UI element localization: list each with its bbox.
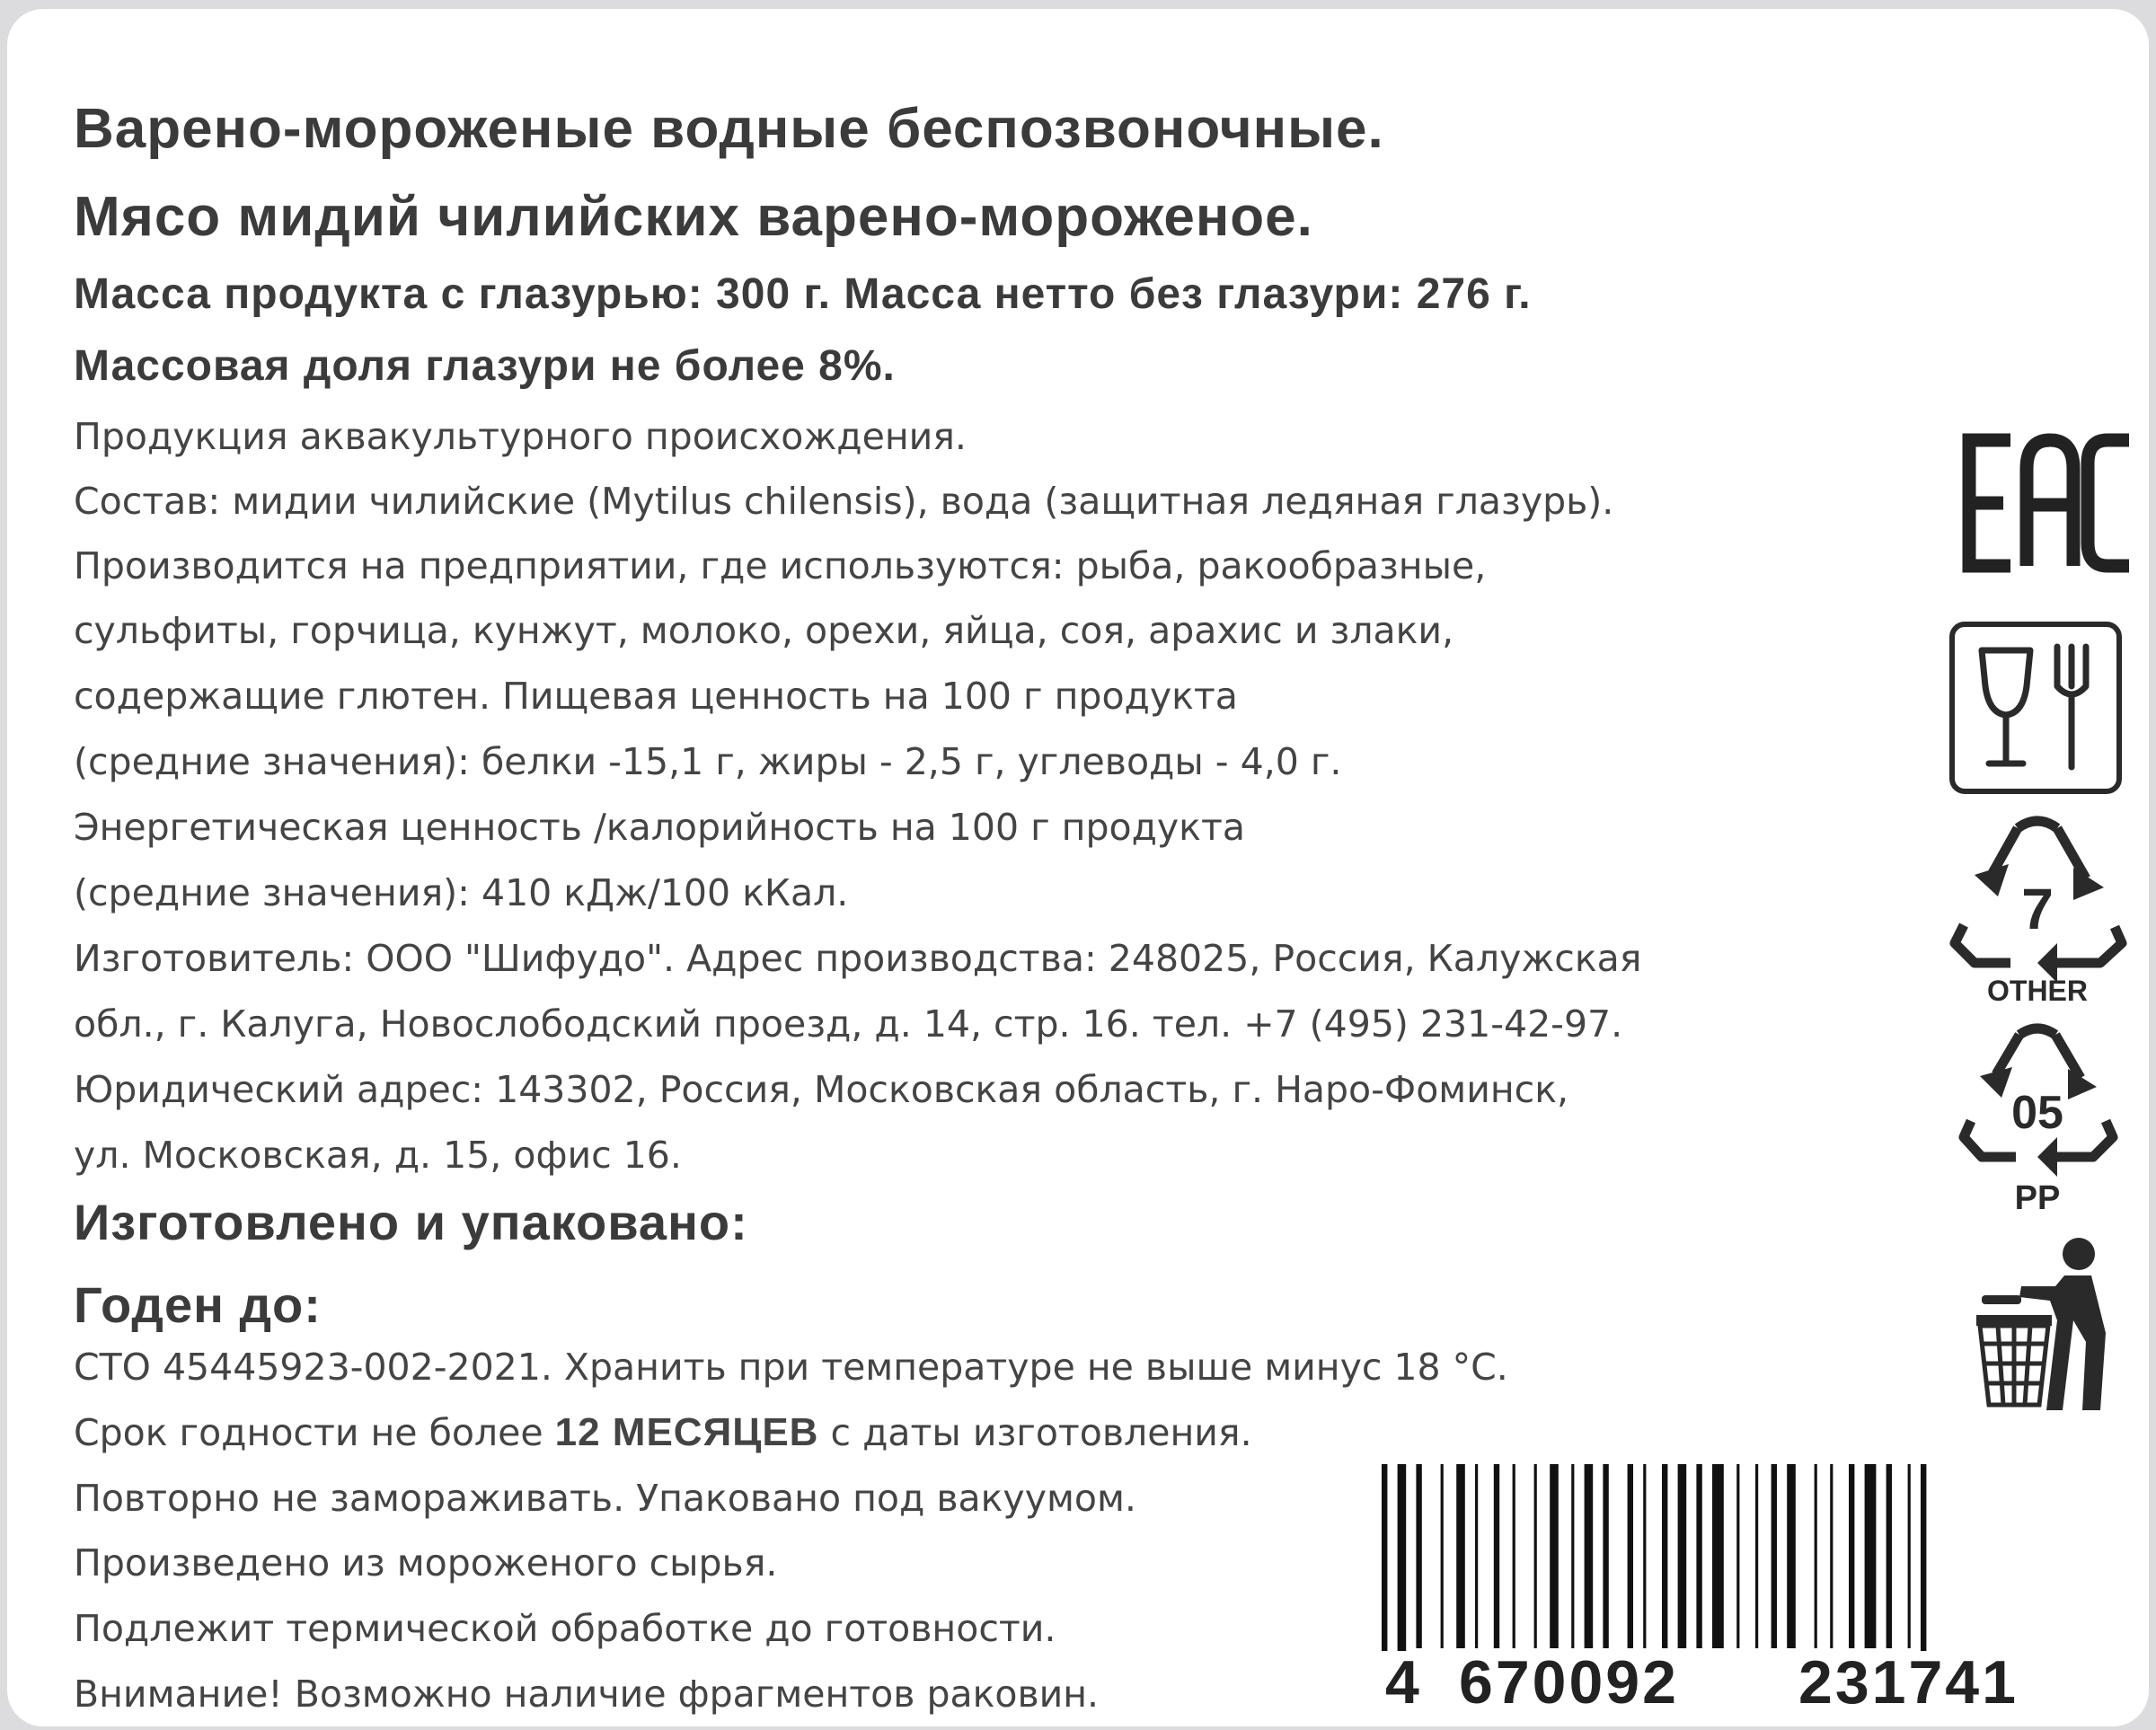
barcode-bar bbox=[1534, 1464, 1537, 1648]
title-line-1: Варено-мороженые водные беспозвоночные. bbox=[74, 98, 1384, 160]
barcode-group-1: 670092 bbox=[1455, 1651, 1683, 1714]
recycle-other-number: 7 bbox=[2021, 877, 2054, 941]
title-line-2: Мясо мидий чилийских варено-мороженое. bbox=[74, 186, 1313, 248]
barcode-bar bbox=[1494, 1464, 1499, 1648]
info-line-7: Энергетическая ценность /калорийность на 100 г продукта bbox=[74, 806, 1245, 849]
info-line-5: содержащие глютен. Пищевая ценность на 100 г продукта bbox=[74, 675, 1238, 718]
shelf-life-prefix: Срок годности не более bbox=[74, 1411, 555, 1454]
barcode-bar bbox=[1441, 1464, 1444, 1648]
shelf-life-bold: 12 МЕСЯЦЕВ bbox=[554, 1410, 819, 1454]
barcode-bar bbox=[1628, 1464, 1633, 1648]
note-line-3: Подлежит термической обработке до готовности. bbox=[74, 1607, 1056, 1650]
info-line-1: Продукция аквакультурного происхождения. bbox=[74, 415, 967, 458]
barcode-bar bbox=[1571, 1464, 1574, 1648]
barcode-bar bbox=[1736, 1464, 1739, 1648]
barcode-first-digit: 4 bbox=[1382, 1651, 1426, 1714]
barcode-bar bbox=[1886, 1464, 1892, 1648]
shelf-life-suffix: с даты изготовления. bbox=[818, 1411, 1252, 1454]
barcode-bar bbox=[1830, 1464, 1833, 1648]
info-line-10: обл., г. Калуга, Новослободский проезд, д. 14, стр. 16. тел. +7 (495) 231-42-97. bbox=[74, 1002, 1623, 1046]
barcode-bar bbox=[1712, 1464, 1724, 1648]
barcode-bar bbox=[1550, 1464, 1559, 1648]
info-line-9: Изготовитель: ООО "Шифудо". Адрес производства: 248025, Россия, Калужская bbox=[74, 937, 1642, 980]
note-line-2: Произведено из мороженого сырья. bbox=[74, 1541, 778, 1584]
barcode-bar bbox=[1643, 1464, 1646, 1648]
barcode-bar bbox=[1787, 1464, 1796, 1648]
barcode-bar bbox=[1755, 1464, 1758, 1648]
tidyman-icon bbox=[1957, 1234, 2127, 1414]
barcode-bar bbox=[1815, 1464, 1817, 1648]
barcode-bar bbox=[1475, 1464, 1478, 1648]
info-line-2: Состав: мидии чилийские (Mytilus chilensis), вода (защитная ледяная глазурь). bbox=[74, 480, 1614, 523]
mass-line-2: Массовая доля глазури не более 8%. bbox=[74, 342, 896, 390]
recycle-pp-number: 05 bbox=[2011, 1087, 2063, 1139]
recycle-icon bbox=[1939, 808, 2136, 1015]
made-packed-heading: Изготовлено и упаковано: bbox=[74, 1194, 748, 1250]
note-line-1: Повторно не замораживать. Упаковано под вакуумом. bbox=[74, 1477, 1136, 1520]
barcode-bar bbox=[1772, 1464, 1777, 1648]
eac-mark-icon bbox=[1957, 431, 2136, 575]
mass-line-1: Масса продукта с глазурью: 300 г. Масса нетто без глазури: 276 г. bbox=[74, 270, 1532, 318]
barcode-bar bbox=[1662, 1464, 1667, 1648]
recycle-icon bbox=[1948, 1015, 2127, 1222]
barcode-group-2: 231741 bbox=[1795, 1651, 2022, 1714]
shelf-life-line bbox=[74, 1410, 1252, 1455]
barcode-bar bbox=[1849, 1464, 1854, 1648]
info-line-12: ул. Московская, д. 15, офис 16. bbox=[74, 1134, 682, 1177]
barcode-bar bbox=[1865, 1464, 1877, 1648]
note-line-4: Внимание! Возможно наличие фрагментов раковин. bbox=[74, 1673, 1100, 1716]
info-line-4: сульфиты, горчица, кунжут, молоко, орехи, яйца, соя, арахис и злаки, bbox=[74, 609, 1454, 652]
barcode-bar bbox=[1603, 1464, 1608, 1648]
info-line-8: (средние значения): 410 кДж/100 кКал. bbox=[74, 871, 849, 914]
barcode-bar bbox=[1416, 1464, 1421, 1648]
glass-fork-icon bbox=[1948, 620, 2124, 796]
barcode-bar bbox=[1908, 1464, 1911, 1648]
best-before-heading: Годен до: bbox=[74, 1276, 322, 1333]
info-line-6: (средние значения): белки -15,1 г, жиры - 2,5 г, углеводы - 4,0 г. bbox=[74, 740, 1342, 783]
barcode-bar bbox=[1513, 1464, 1515, 1648]
barcode-bar bbox=[1696, 1464, 1701, 1648]
barcode-bar bbox=[1585, 1464, 1594, 1648]
storage-line: СТО 45445923-002-2021. Хранить при температуре не выше минус 18 °С. bbox=[74, 1346, 1508, 1389]
barcode-bar bbox=[1456, 1464, 1465, 1648]
info-line-11: Юридический адрес: 143302, Россия, Московская область, г. Наро-Фоминск, bbox=[74, 1068, 1569, 1111]
recycle-other-label: OTHER bbox=[1987, 975, 2088, 1007]
info-line-3: Производится на предприятии, где используются: рыба, ракообразные, bbox=[74, 544, 1487, 587]
recycle-pp-label: PP bbox=[2014, 1179, 2061, 1217]
product-label bbox=[7, 9, 2149, 1726]
barcode-bar bbox=[1678, 1464, 1687, 1648]
